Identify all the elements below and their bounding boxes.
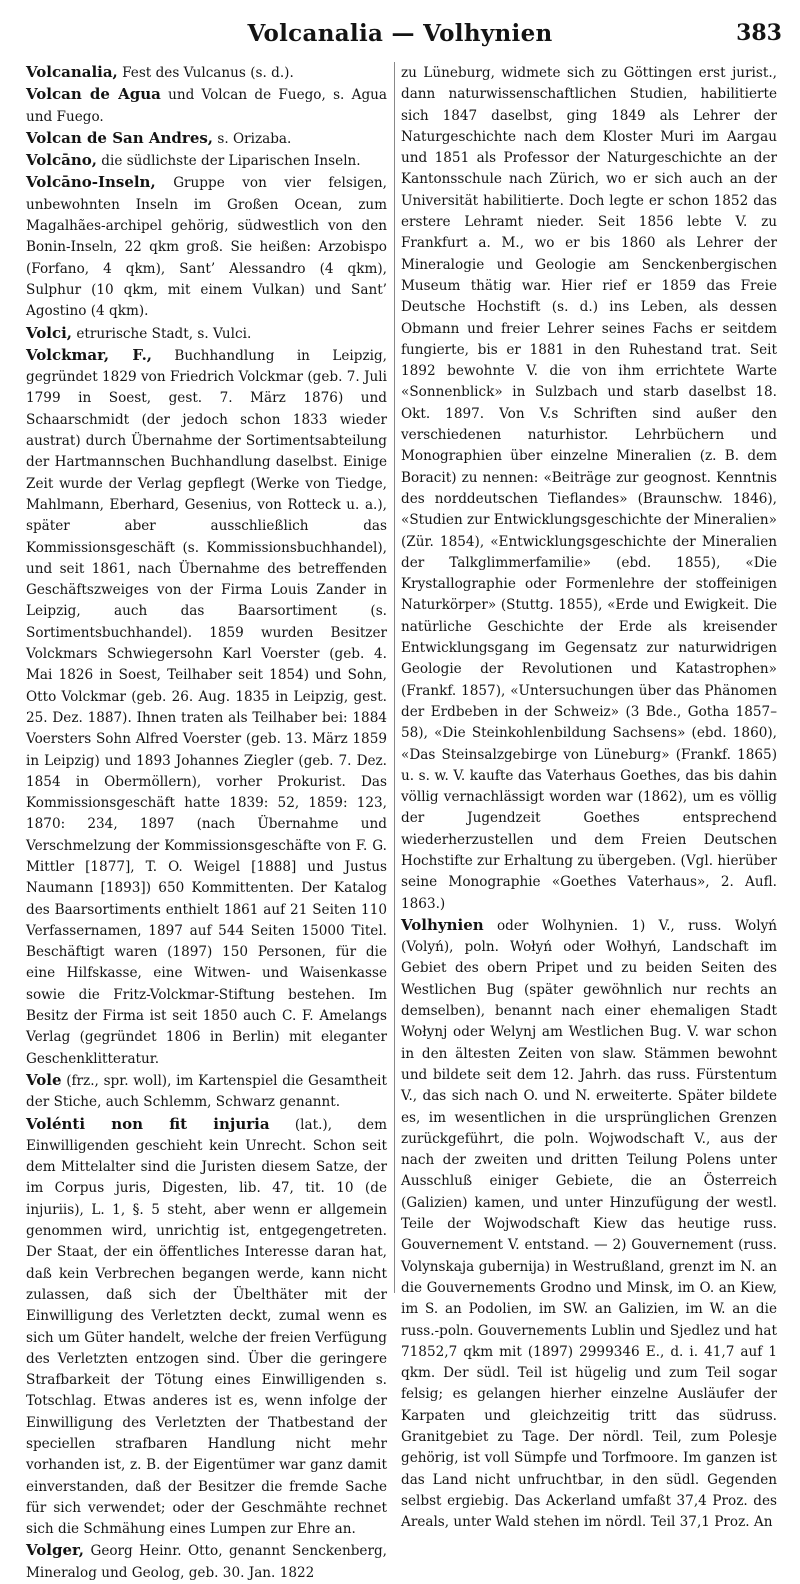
page-header — [0, 12, 800, 52]
left-column — [26, 62, 388, 1581]
entry — [26, 128, 387, 150]
entry — [26, 84, 387, 128]
entry-text: Gruppe von vier felsigen, unbewohnten Inseln im Großen Ocean, zum Magalhães-archipel gehörig, südwestlich von den Bonin-Inseln, 22 qkm groß. Sie heißen: Arzobispo (Forfano, 4 qkm), Sant’ Alessandro (4 qkm), Sulphur (10 qkm, mit einem Vulkan) und Sant’ Agostino (4 qkm). — [26, 175, 387, 320]
entry-text: und Volcan de Fuego, s. Agua und Fuego. — [26, 87, 388, 125]
entry — [26, 1070, 387, 1114]
headword: Volger, — [26, 1541, 85, 1560]
headword: Volénti non fit injuria — [26, 1114, 270, 1133]
entry — [26, 1540, 387, 1584]
entry-text: Fest des Vulcanus (s. d.). — [117, 65, 294, 81]
headword: Volcāno-Inseln, — [26, 173, 156, 192]
headword: Volci, — [26, 323, 73, 342]
headword: Volhynien — [401, 915, 484, 934]
entry-text: die südlichste der Liparischen Inseln. — [96, 153, 361, 170]
entry — [26, 172, 387, 322]
entry-continuation — [401, 62, 777, 915]
headword: Volckmar, F., — [26, 345, 153, 364]
headword: Volcāno, — [26, 151, 97, 170]
entry-text: s. Orizaba. — [213, 130, 292, 147]
entry — [26, 323, 387, 345]
entry — [26, 150, 387, 172]
entry-text: Georg Heinr. Otto, genannt Senckenberg, Mineralog und Geolog, geb. 30. Jan. 1822 — [26, 1543, 387, 1581]
entry-text: (lat.), dem Einwilligenden geschieht kein Unrecht. Schon seit dem Mittelalter sind die Juristen diesem Satze, der im Corpus juris, Digesten, lib. 47, tit. 10 (de injuriis), L. 1, §. 5 steht, aber wenn er allgemein genommen wird, unrichtig ist, entgegengetreten. Der Staat, der ein öffentliches Interesse daran hat, daß kein Verbrechen begangen werde, kann nicht zulassen, daß sich der Übelthäter mit der Einwilligung des Verletzten deckt, zumal wenn es sich um Güter handelt, welche der freien Verfügung des Verletzten entzogen sind. Über die geringere Strafbarkeit der Tötung eines Einwilligenden s. Totschlag. Etwas anderes ist es, wenn infolge der Einwilligung des Verletzten der Thatbestand der speciellen strafbaren Handlung nicht mehr vorhanden ist, z. B. der Eigentümer war ganz damit einverstanden, daß der Besitzer die fremde Sache für sich verwendet; oder der Geschmähte rechnet sich die Schmähung eines Lumpen zur Ehre an. — [26, 1116, 387, 1538]
entry — [401, 915, 777, 1534]
entry — [26, 62, 387, 84]
headword: Volcanalia, — [26, 63, 118, 81]
column-divider — [394, 62, 395, 1293]
entry — [26, 345, 387, 1070]
headword: Volcan de San Andres, — [26, 128, 214, 147]
entry-text: Buchhandlung in Leipzig, gegründet 1829 von Friedrich Volckmar (geb. 7. Juli 1799 in Soest, gest. 7. März 1876) und Schaarschmidt (der jedoch schon 1833 wieder austrat) durch Übernahme der Sortimentsabteilung der Hartmannschen Buchhandlung daselbst. Einige Zeit wurde der Verlag gepflegt (Werke von Tiedge, Mahlmann, Eberhard, Gesenius, von Rotteck u. a.), später aber ausschließlich das Kommissionsgeschäft (s. Kommissionsbuchhandel), und seit 1861, nach Übernahme des betreffenden Geschäftszweiges von der Firma Louis Zander in Leipzig, auch das Baarsortiment (s. Sortimentsbuchhandel). 1859 wurden Besitzer Volckmars Schwiegersohn Karl Voerster (geb. 4. Mai 1826 in Soest, Teilhaber seit 1854) und Sohn, Otto Volckmar (geb. 26. Aug. 1835 in Leipzig, gest. 25. Dez. 1887). Ihnen traten als Teilhaber bei: 1884 Voersters Sohn Alfred Voerster (geb. 13. März 1859 in Leipzig) und 1893 Johannes Ziegler (geb. 7. Dez. 1854 in Obermöllern), vorher Prokurist. Das Kommissionsgeschäft hatte 1839: 52, 1859: 123, 1870: 234, 1897 (nach Übernahme und Verschmelzung der Kommissionsgeschäfte von F. G. Mittler [1877], T. O. Weigel [1888] und Justus Naumann [1893]) 650 Kommittenten. Der Katalog des Baarsortiments enthielt 1861 auf 21 Seiten 110 Verfassernamen, 1897 auf 544 Seiten 15000 Titel. Beschäftigt waren (1897) 150 Personen, für die eine Hilfskasse, eine Witwen- und Waisenkasse sowie die Fritz-Volckmar-Stiftung bestehen. Im Besitz der Firma ist seit 1850 auch C. F. Amelangs Verlag (gegründet 1806 in Berlin) mit eleganter Geschenklitteratur. — [26, 347, 387, 1067]
entry-text: etrurische Stadt, s. Vulci. — [72, 325, 252, 342]
headword: Volcan de Agua — [26, 85, 161, 104]
entry-text: (frz., spr. woll), im Kartenspiel die Gesamtheit der Stiche, auch Schlemm, Schwarz genannt. — [26, 1072, 387, 1111]
entry-text: zu Lüneburg, widmete sich zu Göttingen erst jurist., dann naturwissenschaftlichen Studien, habilitierte sich 1847 daselbst, ging 1849 als Lehrer der Naturgeschichte nach dem Kloster Muri im Aargau und 1851 als Professor der Naturgeschichte an der Kantonsschule nach Zürich, wo er sich auch an der Universität habilitierte. Doch legte er schon 1852 das erstere Lehramt nieder. Seit 1856 lebte V. zu Frankfurt a. M., wo er bis 1860 als Lehrer der Mineralogie und Geologie am Senckenbergischen Museum thätig war. Hier rief er 1859 das Freie Deutsche Hochstift (s. d.) ins Leben, als dessen Obmann und freier Lehrer seines Fachs er seitdem fungierte, bis er 1881 in den Ruhestand trat. Seit 1892 bewohnte V. die von ihm errichtete Warte «Sonnenblick» in Sulzbach und starb daselbst 18. Okt. 1897. Von V.s Schriften sind außer den verschiedenen naturhistor. Lehrbüchern und Monographien über einzelne Mineralien (z. B. dem Boracit) zu nennen: «Beiträge zur geognost. Kenntnis des norddeutschen Tieflandes» (Braunschw. 1846), «Studien zur Entwicklungsgeschichte der Mineralien» (Zür. 1854), «Entwicklungsgeschichte der Mineralien der Talkglimmerfamilie» (ebd. 1855), «Die Krystallographie oder Formenlehre der stoffeinigen Naturkörper» (Stuttg. 1855), «Erde und Ewigkeit. Die natürliche Geschichte der Erde als kreisender Entwicklungsgang im Gegensatz zur naturwidrigen Geologie der Revolutionen und Katastrophen» (Frankf. 1857), «Untersuchungen über das Phänomen der Erdbeben in der Schweiz» (3 Bde., Gotha 1857–58), «Die Steinkohlenbildung Sachsens» (ebd. 1860), «Das Steinsalzgebirge von Lüneburg» (Frankf. 1865) u. s. w. V. kaufte das Vaterhaus Goethes, das bis dahin völlig vernachlässigt worden war (1862), um es völlig der Jugendzeit Goethes entsprechend wiederherzustellen und dem Freien Deutschen Hochstifte zur Erhaltung zu übergeben. (Vgl. hierüber seine Monographie «Goethes Vaterhaus», 2. Aufl. 1863.) — [401, 65, 777, 912]
entry — [26, 1114, 387, 1541]
right-column — [401, 62, 777, 1531]
running-head: Volcanalia — Volhynien — [247, 20, 553, 47]
entry-text: oder Wolhynien. 1) V., russ. Wolyń (Volyń), poln. Wołyń oder Wołhyń, Landschaft im Gebiet des obern Pripet und zu beiden Seiten des Westlichen Bug (später gewöhnlich nur rechts an demselben), benannt nach einer ehemaligen Stadt Wołynj oder Welynj am Westlichen Bug. V. war schon in den ältesten Zeiten von slaw. Stämmen bewohnt und bildete seit dem 12. Jahrh. das russ. Fürstentum V., das sich nach O. und N. erweiterte. Später bildete es, im wesentlichen in die ursprünglichen Grenzen zurückgeführt, die poln. Wojwodschaft V., aus der nach der zweiten und dritten Teilung Polens unter Ausschluß einiger Gebiete, die an Österreich (Galizien) kamen, und unter Hinzufügung der westl. Teile der Wojwodschaft Kiew das heutige russ. Gouvernement V. entstand. — 2) Gouvernement (russ. Volynskaja gubernija) in Westrußland, grenzt im N. an die Gouvernements Grodno und Minsk, im O. an Kiew, im S. an Podolien, im SW. an Galizien, im W. an die russ.-poln. Gouvernements Lublin und Sjedlez und hat 71852,7 qkm mit (1897) 2999346 E., d. i. 41,7 auf 1 qkm. Der südl. Teil ist hügelig und zum Teil sogar felsig; es gelangen hierher einzelne Ausläufer der Karpaten und gleichzeitig tritt das südruss. Granitgebiet zu Tage. Der nördl. Teil, zum Polesje gehörig, ist voll Sümpfe und Torfmoore. Im ganzen ist das Land nicht unfruchtbar, in den südl. Gegenden selbst ergiebig. Das Ackerland umfaßt 37,4 Proz. des Areals, unter Wald stehen im nördl. Teil 37,1 Proz. An — [401, 917, 777, 1531]
headword: Vole — [26, 1070, 62, 1089]
page-number: 383 — [736, 20, 782, 46]
